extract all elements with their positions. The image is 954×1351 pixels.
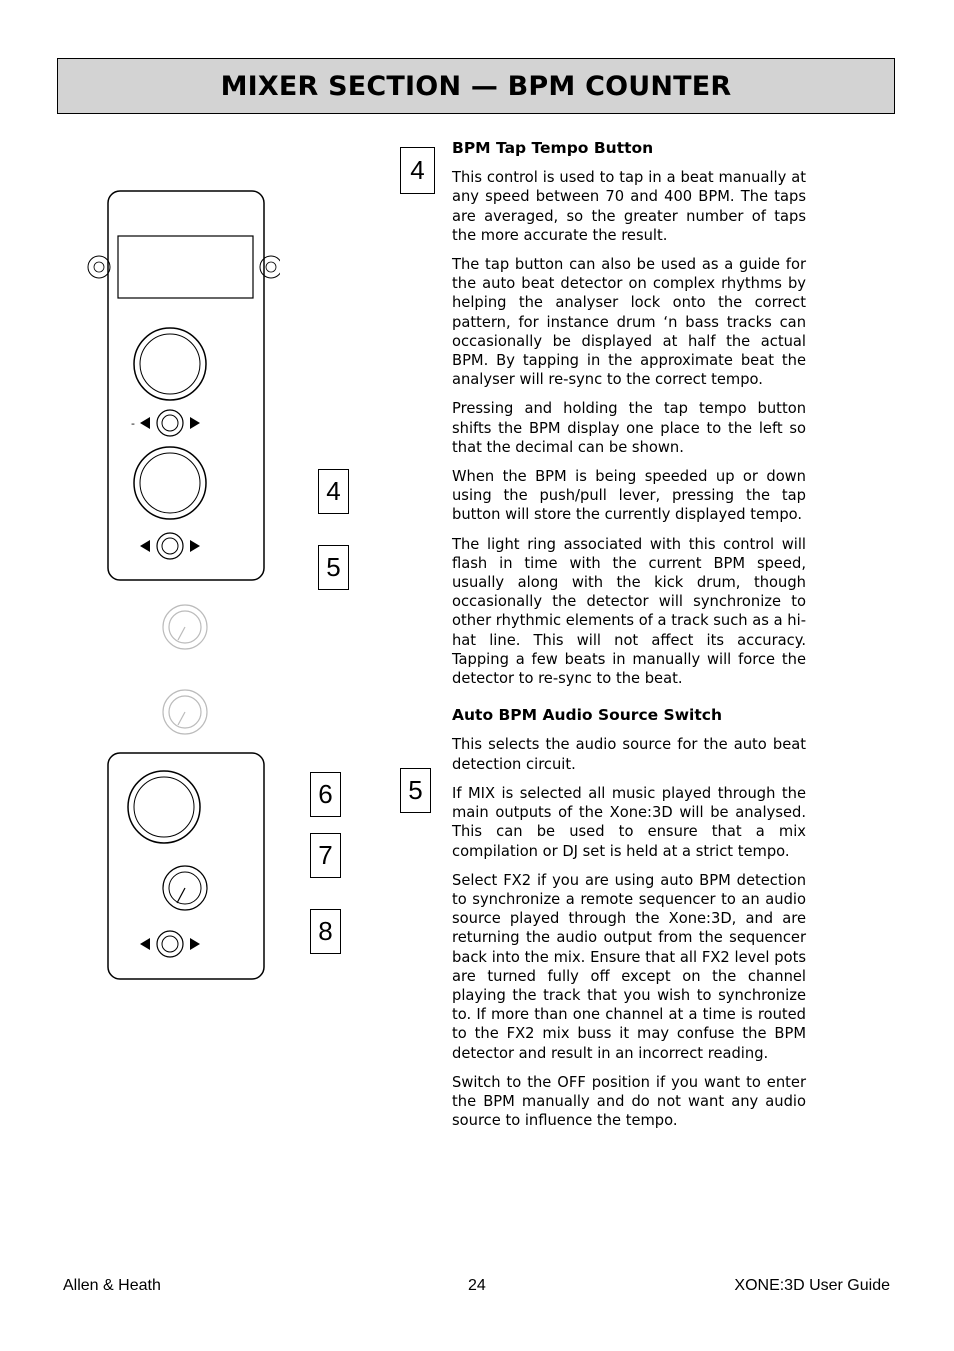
bpm-display-window bbox=[118, 236, 253, 298]
paragraph: The tap button can also be used as a guide for the auto beat detector on complex rhythms by helping the analyser lock onto the correct pattern, for instance drum ‘n bass tracks can occasionally be displayed at half the actual BPM. By tapping in the approximate beat the analyser will re-sync to the correct tempo. bbox=[452, 256, 806, 389]
source-switch-button-icon bbox=[157, 533, 183, 559]
paragraph: Select FX2 if you are using auto BPM detection to synchronize a remote sequencer to an audio source played through the Xone:3D, and are returning the audio output from the sequencer back into the mix. Ensure that all FX2 level pots are turned fully off except on the channel playing the track that you wish to synchronize to. If more than one channel at a time is routed to the FX2 mix buss it may confuse the BPM detector and result in an incorrect reading. bbox=[452, 871, 806, 1062]
diagram-callout-7: 7 bbox=[310, 833, 341, 878]
paragraph: When the BPM is being speeded up or down using the push/pull lever, pressing the tap button will store the currently displayed tempo. bbox=[452, 468, 806, 524]
minus-label: - bbox=[131, 417, 135, 430]
text-callout-4: 4 bbox=[400, 147, 435, 194]
arrow-right-icon bbox=[190, 938, 200, 950]
footer-left: Allen & Heath bbox=[63, 1277, 161, 1294]
arrow-left-icon bbox=[140, 540, 150, 552]
section-bpm-tap-tempo bbox=[452, 139, 806, 688]
section-title: BPM Tap Tempo Button bbox=[452, 139, 654, 157]
paragraph: If MIX is selected all music played through the main outputs of the Xone:3D will be analysed. This can be used to ensure that a mix compilation or DJ set is held at a strict tempo. bbox=[452, 784, 806, 860]
paragraph: This selects the audio source for the auto beat detection circuit. bbox=[452, 736, 806, 773]
paragraph: Pressing and holding the tap tempo button shifts the BPM display one place to the left so that the decimal can be shown. bbox=[452, 400, 806, 456]
page-header-band bbox=[57, 58, 895, 114]
footer-right: XONE:3D User Guide bbox=[734, 1277, 890, 1294]
arrow-left-icon bbox=[140, 938, 150, 950]
upper-panel-outline bbox=[108, 191, 264, 580]
text-callout-5: 5 bbox=[400, 768, 431, 813]
diagram-callout-8: 8 bbox=[310, 909, 341, 954]
lower-button-icon bbox=[157, 931, 183, 957]
page-title: MIXER SECTION — BPM COUNTER bbox=[220, 70, 732, 102]
arrow-right-icon bbox=[190, 540, 200, 552]
arrow-right-icon bbox=[190, 417, 200, 429]
footer-page-number: 24 bbox=[468, 1277, 486, 1294]
upper-knob-2 bbox=[134, 447, 206, 519]
screw-right-icon bbox=[260, 256, 280, 278]
diagram-callout-5: 5 bbox=[318, 545, 349, 590]
paragraph: This control is used to tap in a beat manually at any speed between 70 and 400 BPM. The taps are averaged, so the greater number of taps the more accurate the result. bbox=[452, 169, 806, 244]
upper-knob-1 bbox=[134, 328, 206, 400]
mixer-panel-diagram bbox=[80, 185, 280, 985]
section-title: Auto BPM Audio Source Switch bbox=[452, 706, 722, 725]
arrow-left-icon bbox=[140, 417, 150, 429]
diagram-callout-6: 6 bbox=[310, 772, 341, 817]
paragraph: Switch to the OFF position if you want to enter the BPM manually and do not want any audio source to influence the tempo. bbox=[452, 1073, 806, 1130]
lower-knob-1 bbox=[128, 771, 200, 843]
diagram-callout-4: 4 bbox=[318, 469, 349, 514]
tap-tempo-button-icon bbox=[157, 410, 183, 436]
section-auto-bpm-source bbox=[452, 706, 806, 1130]
screw-left-icon bbox=[88, 256, 110, 278]
text-column bbox=[452, 139, 806, 1140]
paragraph: The light ring associated with this control will flash in time with the current BPM speed, usually along with the kick drum, though occasionally the detector will synchronize to other rhythmic elements of a track such as a hi-hat line. This will not affect its accuracy. Tapping a few beats in manually will force the detector to re-sync to the beat. bbox=[452, 535, 806, 688]
